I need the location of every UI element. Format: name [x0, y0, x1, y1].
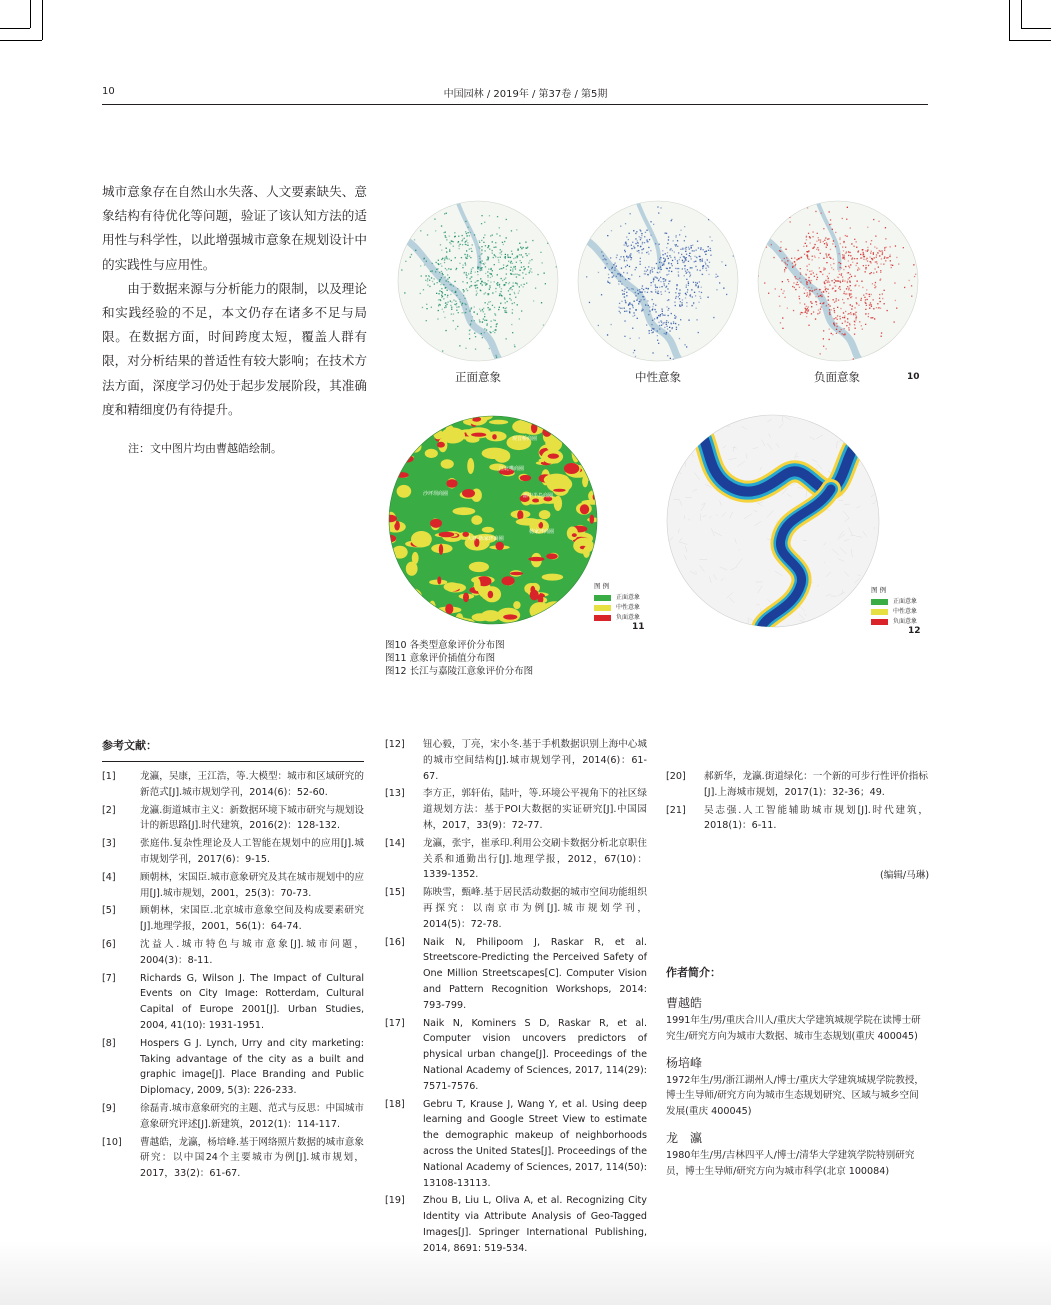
- legend-title: 图 例: [594, 582, 610, 590]
- caption-fig12: 图12 长江与嘉陵江意象评价分布图: [385, 666, 534, 677]
- reference-text: Zhou B, Liu L, Oliva A, et al. Recognizing City Identity via Attribute Analysis of Geo-Tagged Images[J]. Springer International Publishing, 2014, 8691: 519-534.: [423, 1195, 647, 1254]
- running-header: 中国园林 / 2019年 / 第37卷 / 第5期: [443, 89, 608, 100]
- author-heading: 作者简介：: [666, 966, 721, 979]
- legend-item: [594, 593, 640, 603]
- legend-swatch: [594, 605, 611, 611]
- reference-text: 张庭伟.复杂性理论及人工智能在规划中的应用[J].城市规划学刊，2017(6)：9-15.: [140, 838, 364, 865]
- reference-item: [102, 836, 364, 868]
- author-bio: 1991年生/男/重庆合川人/重庆大学建筑城规学院在读博士研究生/研究方向为城市大数据、城市生态规划(重庆 400045): [666, 1015, 921, 1042]
- label-jiangbeizui: 江北嘴商圈: [499, 466, 525, 472]
- reference-text: 吴志强.人工智能辅助城市规划[J].时代建筑，2018(1)：6-11.: [704, 804, 928, 832]
- reference-text: 钮心毅，丁亮，宋小冬.基于手机数据识别上海中心城的城市空间结构[J].城市规划学刊，2014(6)：61-67.: [423, 739, 647, 782]
- reference-number: [13]: [385, 788, 405, 800]
- reference-number: [15]: [385, 887, 405, 899]
- reference-text: 顾朝林，宋国臣.北京城市意象空间及构成要素研究[J].地理学报，2001，56(1)：64-74.: [140, 905, 364, 933]
- author-entry: [666, 1053, 928, 1120]
- reference-number: [18]: [385, 1098, 405, 1110]
- legend-label: 负面意象: [616, 614, 641, 621]
- map-label-negative: 负面意象: [814, 370, 860, 384]
- label-daping: 大坪-陈家坪商圈: [467, 536, 504, 542]
- label-yangjiaping: 杨家坪商圈: [529, 529, 555, 535]
- reference-item: [385, 1193, 647, 1256]
- reference-number: [9]: [102, 1102, 116, 1114]
- reference-number: [1]: [102, 771, 116, 782]
- figure-number-11: 11: [632, 622, 645, 632]
- figure-note: 注：文中图片均由曹越皓绘制。: [128, 442, 282, 455]
- reference-number: [5]: [102, 905, 116, 917]
- legend-label: 正面意象: [893, 598, 918, 605]
- references-heading: 参考文献：: [102, 739, 157, 752]
- reference-text: Gebru T, Krause J, Wang Y, et al. Using deep learning and Google Street View to estimate the demographic makeup of neighborhoods across the United States[J]. Proceedings of the National Academy of Sciences, 2017, 114(50): 13108-13113.: [423, 1098, 647, 1189]
- reference-text: 龙瀛，吴康，王江浩，等.大模型：城市和区域研究的新范式[J].城市规划学刊，2014(6)：52-60.: [140, 771, 364, 798]
- reference-item: [666, 769, 928, 801]
- reference-number: [21]: [666, 804, 686, 816]
- legend-item: [871, 607, 917, 617]
- reference-item: [102, 1036, 364, 1099]
- reference-number: [12]: [385, 739, 405, 750]
- reference-text: 徐磊青.城市意象研究的主题、范式与反思：中国城市意象研究评述[J].新建筑，2012(1)：114-117.: [140, 1102, 364, 1130]
- legend-swatch: [594, 615, 611, 621]
- reference-number: [3]: [102, 838, 116, 850]
- author-name: 龙 瀛: [666, 1130, 703, 1145]
- reference-item: [385, 786, 647, 833]
- label-yuzhong: 渝中半岛商圈: [523, 493, 554, 499]
- reference-item: [666, 803, 928, 835]
- body-text: [102, 180, 367, 422]
- neutral-image-map: [577, 200, 739, 362]
- crop-mark: [1009, 0, 1010, 40]
- legend-label: 中性意象: [893, 608, 918, 615]
- reference-item: [102, 971, 364, 1034]
- reference-text: Naik N, Philipoom J, Raskar R, et al. Streetscore-Predicting the Perceived Safety of One Million Streetscapes[C]. Computer Vision and Pattern Recognition Workshops, 2014: 793-799.: [423, 936, 647, 1011]
- reference-text: 顾朝林，宋国臣.城市意象研究及其在城市规划中的应用[J].城市规划，2001，25(3)：70-73.: [140, 871, 364, 899]
- map-label-positive: 正面意象: [455, 370, 501, 384]
- crop-mark: [0, 40, 42, 41]
- crop-mark: [30, 0, 31, 28]
- reference-text: 李方正，郭轩佑，陆叶，等.环境公平视角下的社区绿道规划方法：基于POI大数据的实证研究[J].中国园林，2017，33(9)：72-77.: [423, 788, 647, 831]
- figure-captions: [385, 639, 533, 678]
- legend-fig12: [871, 585, 917, 627]
- legend-fig11: [594, 581, 640, 623]
- crop-mark: [1009, 40, 1051, 41]
- negative-image-map: [757, 200, 919, 362]
- legend-swatch: [594, 595, 611, 601]
- reference-item: [385, 1097, 647, 1192]
- reference-number: [19]: [385, 1195, 405, 1207]
- author-name: 杨培峰: [666, 1055, 703, 1070]
- reference-number: [8]: [102, 1037, 116, 1049]
- reference-item: [385, 737, 647, 784]
- reference-item: [102, 937, 364, 969]
- reference-number: [14]: [385, 837, 405, 849]
- reference-number: [16]: [385, 936, 405, 948]
- author-list: [666, 993, 928, 1188]
- interpolation-map: [387, 414, 599, 626]
- paragraph: 城市意象存在自然山水失落、人文要素缺失、意象结构有待优化等问题，验证了该认知方法的适用性与科学性，以此增强城市意象在规划设计中的实践性与应用性。: [102, 184, 367, 272]
- author-bio: 1972年生/男/浙江湖州人/博士/重庆大学建筑城规学院教授，博士生导师/研究方向为城市生态规划研究、区域与城乡空间发展(重庆 400045): [666, 1074, 924, 1118]
- reference-text: Hospers G J. Lynch, Urry and city marketing: Taking advantage of the city as a built and graphic image[J]. Place Branding and Public Diplomacy, 2009, 5(3): 226-233.: [140, 1037, 364, 1097]
- crop-mark: [0, 28, 30, 29]
- reference-item: [385, 935, 647, 1014]
- reference-number: [20]: [666, 771, 686, 782]
- reference-text: 郝新华，龙瀛.街道绿化：一个新的可步行性评价指标[J].上海城市规划，2017(1)：32-36；49.: [704, 771, 928, 798]
- label-guanyinqiao: 观音桥商圈: [512, 436, 538, 442]
- legend-label: 正面意象: [616, 594, 641, 601]
- reference-text: Richards G, Wilson J. The Impact of Cultural Events on City Image: Rotterdam, Cultural Capital of Europe 2001[J]. Urban Studies, 2004, 41(10): 1931-1951.: [140, 972, 364, 1031]
- author-name: 曹越皓: [666, 996, 703, 1010]
- legend-item: [594, 603, 640, 613]
- reference-text: 陈映雪，甄峰.基于居民活动数据的城市空间功能组织再探究：以南京市为例[J].城市规划学刊，2014(5)：72-78.: [423, 887, 647, 930]
- legend-swatch: [871, 609, 888, 615]
- editor-note: (编辑/马琳): [880, 870, 930, 881]
- reference-item: [102, 769, 364, 801]
- paragraph: 由于数据来源与分析能力的限制，以及理论和实践经验的不足，本文仍存在诸多不足与局限。在数据方面，时间跨度太短，覆盖人群有限，对分析结果的普适性有较大影响；在技术方法方面，深度学习仍处于起步发展阶段，其准确度和精细度仍有待提升。: [102, 280, 367, 417]
- map-label-neutral: 中性意象: [635, 370, 681, 384]
- references-column-2: [385, 737, 647, 1259]
- positive-image-map: [397, 200, 559, 362]
- legend-item: [871, 597, 917, 607]
- legend-label: 中性意象: [616, 604, 641, 611]
- reference-text: Naik N, Kominers S D, Raskar R, et al. Computer vision uncovers predictors of physical urban change[J]. Proceedings of the National Academy of Sciences, 2017, 114(29): 7571-7576.: [423, 1017, 647, 1092]
- author-entry: [666, 1128, 928, 1180]
- crop-mark: [1021, 0, 1022, 28]
- river-image-map: [666, 414, 880, 628]
- reference-text: 曹越皓，龙瀛，杨培峰.基于网络照片数据的城市意象研究：以中国24个主要城市为例[J].城市规划，2017，33(2)：61-67.: [140, 1136, 364, 1180]
- caption-fig11: 图11 意象评价插值分布图: [385, 653, 496, 664]
- crop-mark: [1021, 28, 1051, 29]
- header-rule: [102, 104, 928, 105]
- reference-number: [2]: [102, 804, 116, 816]
- legend-swatch: [871, 599, 888, 605]
- figure-number-10: 10: [907, 372, 920, 382]
- reference-number: [6]: [102, 938, 116, 950]
- legend-label: 负面意象: [893, 618, 918, 625]
- author-entry: [666, 993, 928, 1045]
- reference-text: 沈益人.城市特色与城市意象[J].城市问题，2004(3)：8-11.: [140, 938, 364, 966]
- figure-number-12: 12: [908, 626, 921, 636]
- reference-item: [102, 903, 364, 935]
- references-rule: [102, 761, 364, 762]
- reference-number: [17]: [385, 1017, 405, 1029]
- label-shapingba: 沙坪坝商圈: [423, 491, 449, 497]
- crop-mark: [42, 0, 43, 40]
- reference-item: [385, 1016, 647, 1095]
- caption-fig10: 图10 各类型意象评价分布图: [385, 640, 505, 651]
- reference-item: [102, 1101, 364, 1133]
- reference-number: [10]: [102, 1136, 122, 1148]
- references-column-3: [666, 769, 928, 836]
- references-column-1: [102, 769, 364, 1184]
- legend-swatch: [871, 619, 888, 625]
- reference-item: [102, 870, 364, 902]
- author-bio: 1980年生/男/吉林四平人/博士/清华大学建筑学院特别研究员，博士生导师/研究方向为城市科学(北京 100084): [666, 1149, 915, 1177]
- reference-text: 龙瀛.街道城市主义：新数据环境下城市研究与规划设计的新思路[J].时代建筑，2016(2)：128-132.: [140, 804, 364, 832]
- reference-number: [4]: [102, 871, 116, 883]
- reference-item: [385, 836, 647, 883]
- page-number: 10: [102, 86, 115, 97]
- reference-item: [385, 885, 647, 932]
- reference-item: [102, 1135, 364, 1182]
- reference-item: [102, 803, 364, 835]
- legend-title: 图 例: [871, 586, 887, 594]
- reference-text: 龙瀛，张宇，崔承印.利用公交刷卡数据分析北京职住关系和通勤出行[J].地理学报，2012，67(10)：1339-1352.: [423, 837, 647, 881]
- reference-number: [7]: [102, 972, 116, 984]
